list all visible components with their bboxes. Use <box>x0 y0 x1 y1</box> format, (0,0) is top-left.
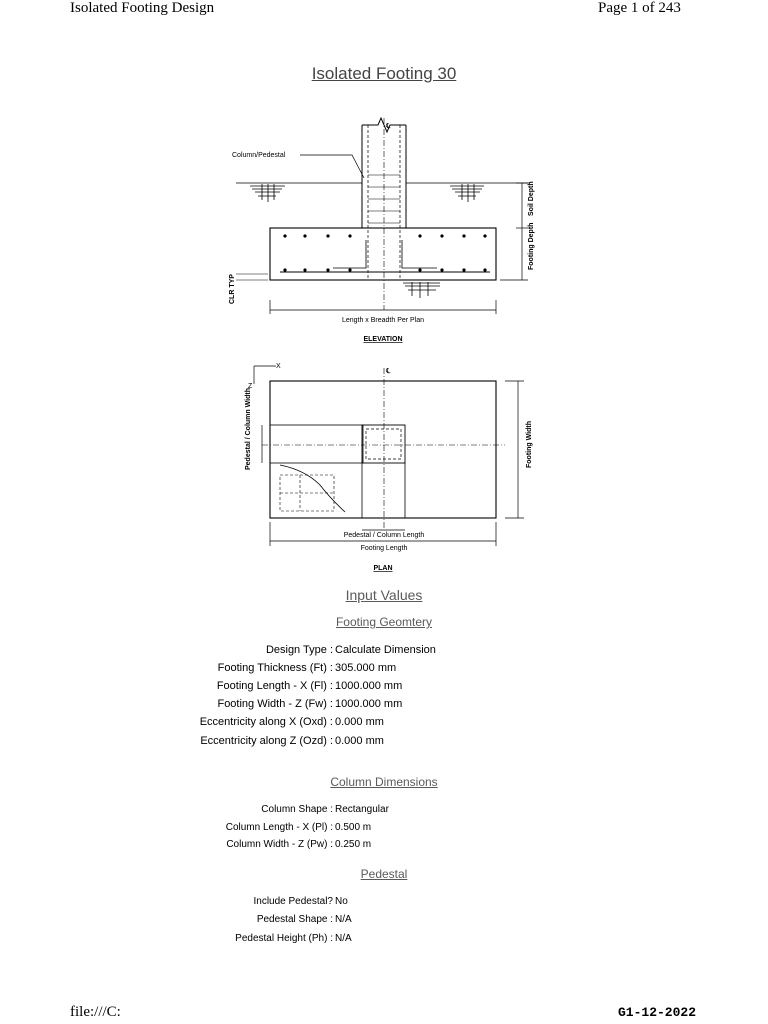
elevation-caption: ELEVATION <box>363 336 403 343</box>
row-label: Design Type : <box>265 644 333 656</box>
row-value: 305.000 mm <box>335 662 397 674</box>
row-label: Pedestal Height (Ph) : <box>235 933 333 944</box>
column-pedestal-label: Column/Pedestal <box>232 152 286 159</box>
footing-geometry-heading: Footing Geomtery <box>335 615 433 629</box>
plan-caption: PLAN <box>373 565 393 572</box>
row-value: 0.250 m <box>335 839 372 850</box>
row-value: 0.500 m <box>335 822 372 833</box>
header-page-number: Page 1 of 243 <box>598 0 681 16</box>
row-value: 0.000 mm <box>335 716 384 728</box>
plan-centerline-symbol: ℄ <box>386 368 391 375</box>
row-value: 1000.000 mm <box>335 680 403 692</box>
row-label: Eccentricity along Z (Ozd) : <box>200 735 333 747</box>
row-value: N/A <box>335 914 352 925</box>
soil-depth-label: Soil Depth <box>528 181 535 216</box>
footer-date: G1-12-2022 <box>618 1005 697 1020</box>
row-label: Eccentricity along X (Oxd) : <box>199 716 333 728</box>
row-label: Footing Width - Z (Fw) : <box>217 698 333 710</box>
pedestal-length-label: Pedestal / Column Length <box>343 532 425 539</box>
clr-typ-label: CLR TYP <box>229 274 236 304</box>
row-value: Rectangular <box>335 804 389 815</box>
row-label: Include Pedestal? <box>253 896 333 907</box>
input-values-heading: Input Values <box>345 587 423 603</box>
z-axis-label: Z <box>248 383 253 390</box>
elevation-rebars <box>283 234 486 271</box>
header-left: Isolated Footing Design <box>70 0 215 16</box>
row-label: Footing Thickness (Ft) : <box>217 662 333 674</box>
row-value: 1000.000 mm <box>335 698 403 710</box>
row-label: Column Width - Z (Pw) : <box>226 839 333 850</box>
pedestal-width-label: Pedestal / Column Width <box>245 388 252 470</box>
pedestal-heading: Pedestal <box>360 867 408 881</box>
footer-file-path: file:///C: <box>70 1004 121 1020</box>
footing-depth-label: Footing Depth <box>528 222 535 270</box>
elevation-centerline-symbol: ℄ <box>386 123 391 130</box>
column-dimensions-heading: Column Dimensions <box>330 775 438 789</box>
row-label: Pedestal Shape : <box>256 914 333 925</box>
row-value: No <box>335 896 348 907</box>
row-label: Column Length - X (Pl) : <box>225 822 333 833</box>
row-label: Column Shape : <box>261 804 333 815</box>
page-title: Isolated Footing 30 <box>311 64 457 83</box>
row-value: N/A <box>335 933 352 944</box>
row-value: Calculate Dimension <box>335 644 436 656</box>
x-axis-label: X <box>276 363 281 370</box>
elevation-view <box>232 118 530 314</box>
footing-width-label: Footing Width <box>526 421 533 468</box>
row-value: 0.000 mm <box>335 735 384 747</box>
footing-length-label: Footing Length <box>360 545 408 552</box>
row-label: Footing Length - X (Fl) : <box>216 680 333 692</box>
length-breadth-label: Length x Breadth Per Plan <box>341 317 425 324</box>
plan-view <box>254 366 524 546</box>
